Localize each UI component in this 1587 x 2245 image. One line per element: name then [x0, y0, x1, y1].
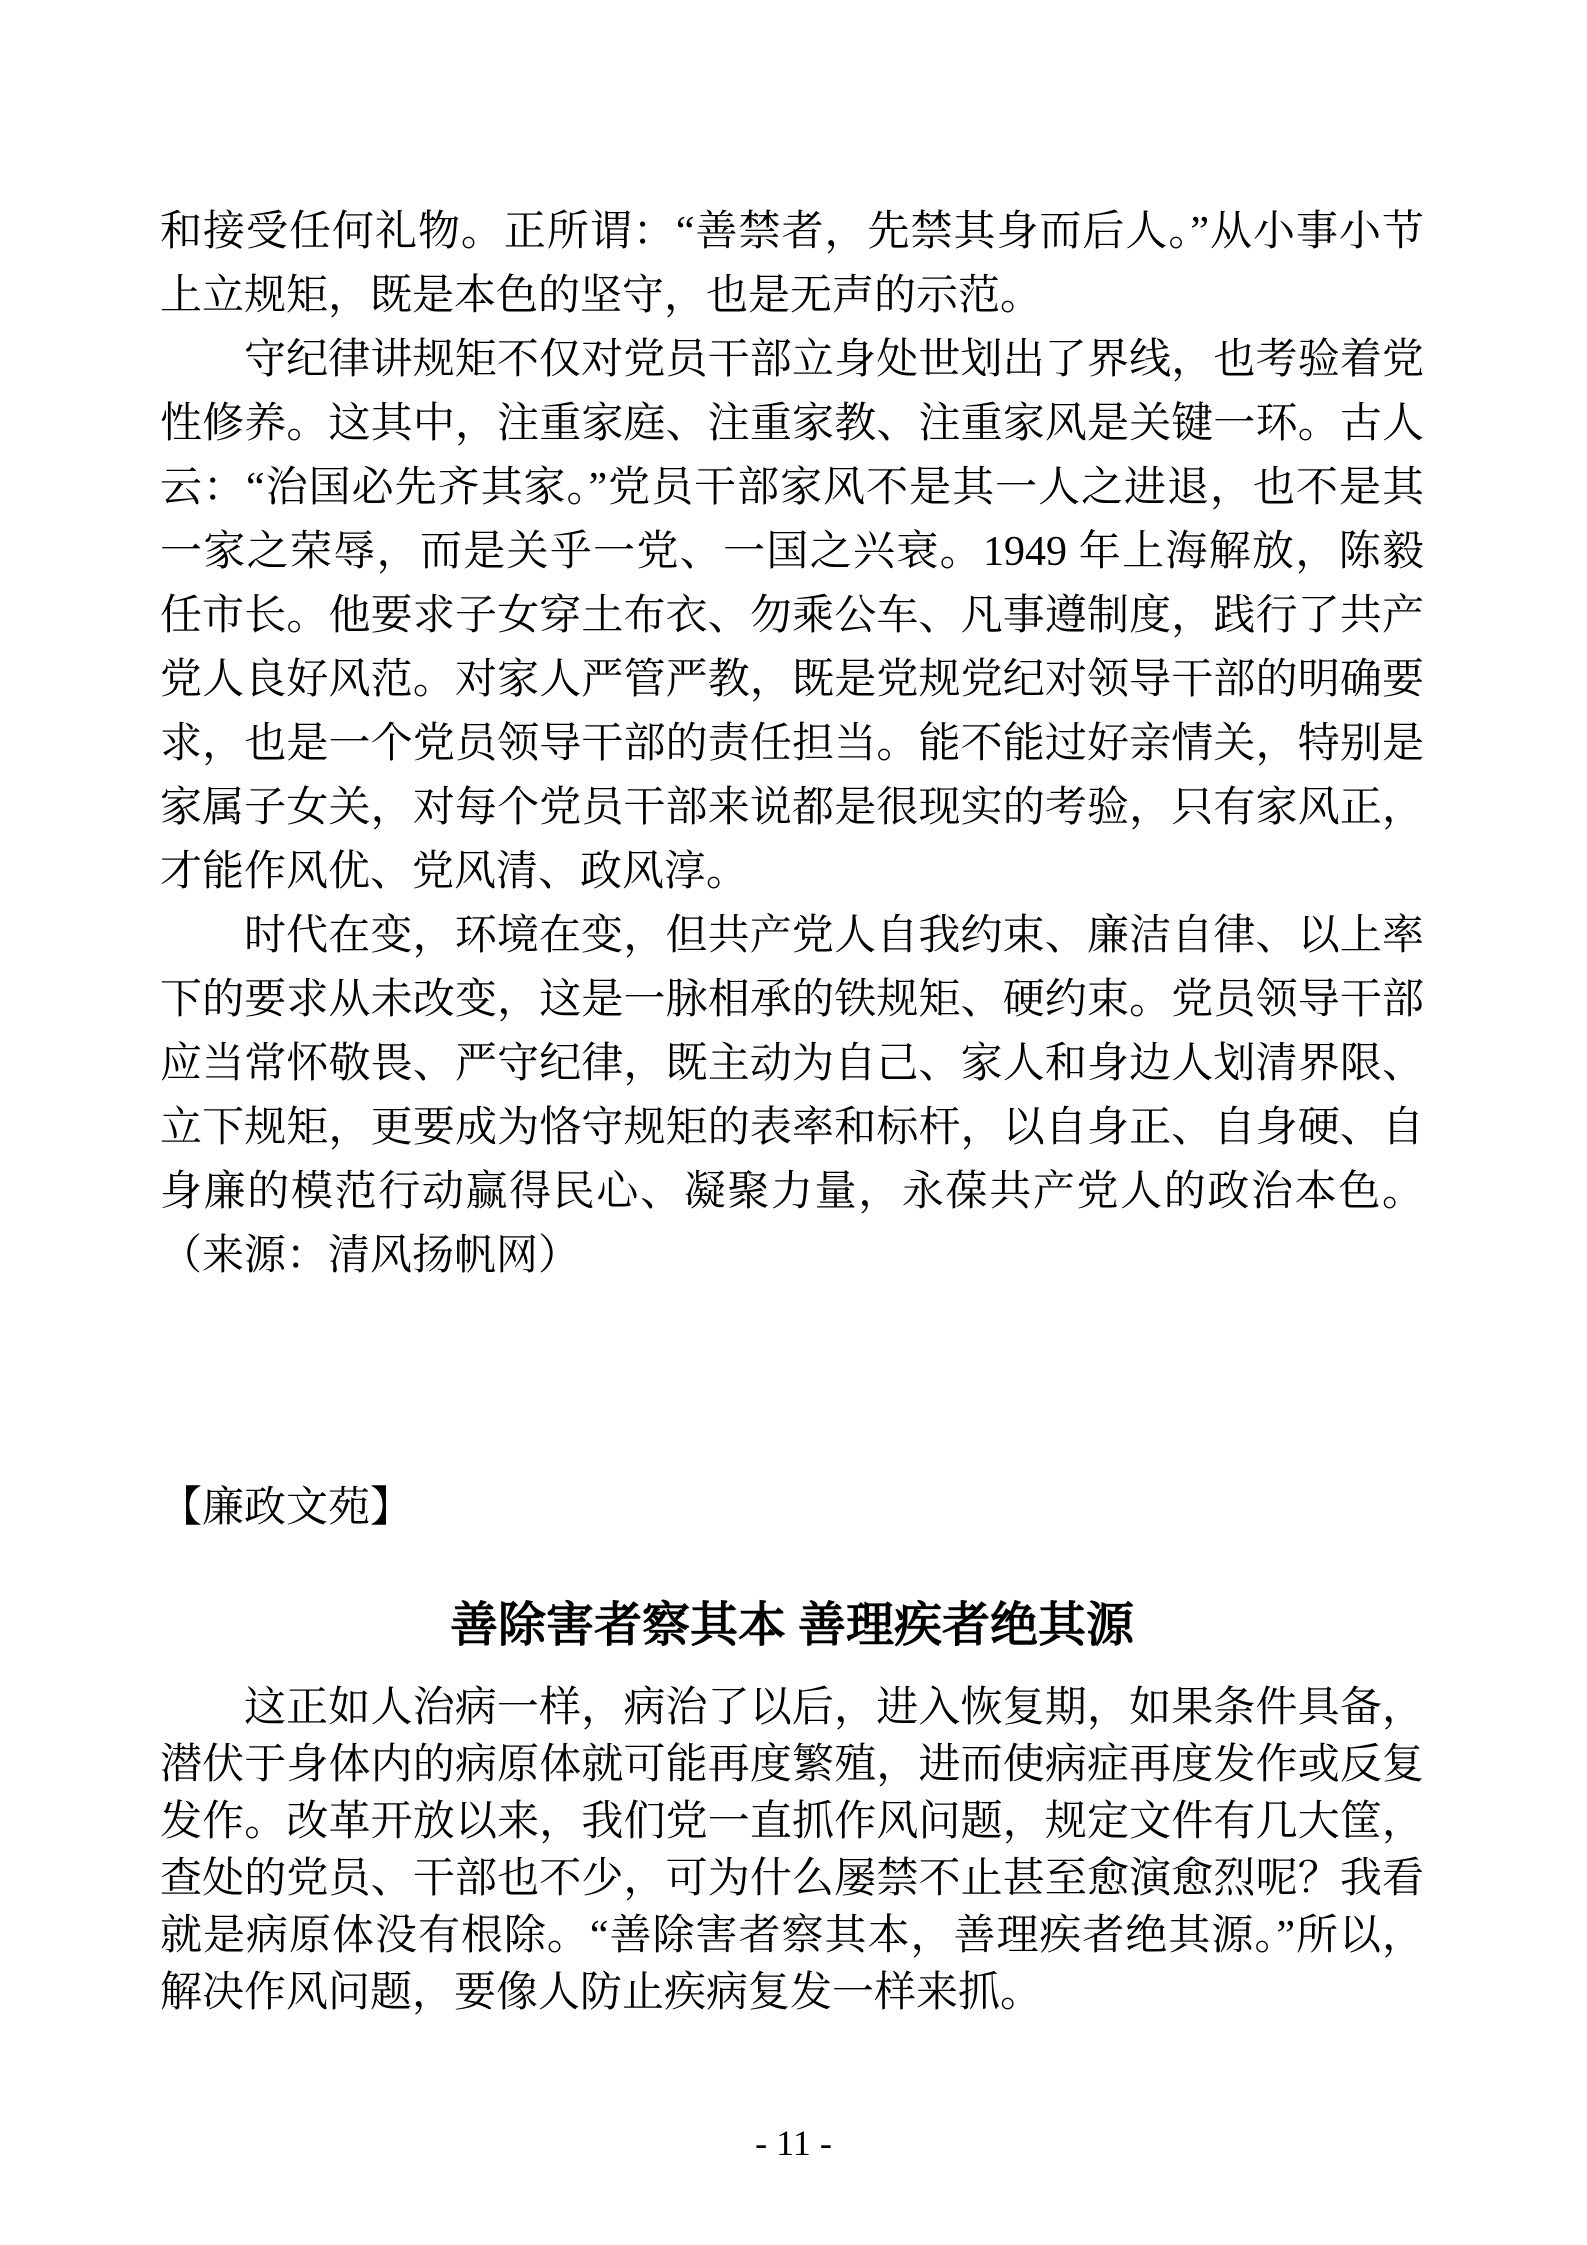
section-heading: 【廉政文苑】	[160, 1485, 413, 1531]
article2-body	[160, 1680, 1424, 2022]
article1-paragraph: 守纪律讲规矩不仅对党员干部立身处世划出了界线，也考验着党性修养。这其中，注重家庭、注重家教、注重家风是关键一环。古人云：“治国必先齐其家。”党员干部家风不是其一人之进退，也不是其一家之荣辱，而是关乎一党、一国之兴衰。1949 年上海解放，陈毅任市长。他要求子女穿土布衣、勿乘公车、凡事遵制度，践行了共产党人良好风范。对家人严管严教，既是党规党纪对领导干部的明确要求，也是一个党员领导干部的责任担当。能不能过好亲情关，特别是家属子女关，对每个党员干部来说都是很现实的考验，只有家风正，才能作风优、党风清、政风淳。	[160, 337, 1424, 895]
article1-body	[160, 200, 1424, 1288]
article1-paragraph-continuation: 和接受任何礼物。正所谓：“善禁者，先禁其身而后人。”从小事小节上立规矩，既是本色的坚守，也是无声的示范。	[160, 209, 1424, 319]
article1-paragraph: 时代在变，环境在变，但共产党人自我约束、廉洁自律、以上率下的要求从未改变，这是一脉相承的铁规矩、硬约束。党员领导干部应当常怀敬畏、严守纪律，既主动为自己、家人和身边人划清界限、立下规矩，更要成为恪守规矩的表率和标杆，以自身正、自身硬、自身廉的模范行动赢得民心、凝聚力量，永葆共产党人的政治本色。（来源：清风扬帆网）	[160, 913, 1424, 1279]
article2-paragraph: 这正如人治病一样，病治了以后，进入恢复期，如果条件具备，潜伏于身体内的病原体就可能再度繁殖，进而使病症再度发作或反复发作。改革开放以来，我们党一直抓作风问题，规定文件有几大筐，查处的党员、干部也不少，可为什么屡禁不止甚至愈演愈烈呢？我看就是病原体没有根除。“善除害者察其本，善理疾者绝其源。”所以，解决作风问题，要像人防止疾病复发一样来抓。	[160, 1685, 1424, 2016]
page-number: - 11 -	[755, 2123, 832, 2163]
article-title: 善除害者察其本 善理疾者绝其源	[449, 1599, 1134, 1652]
